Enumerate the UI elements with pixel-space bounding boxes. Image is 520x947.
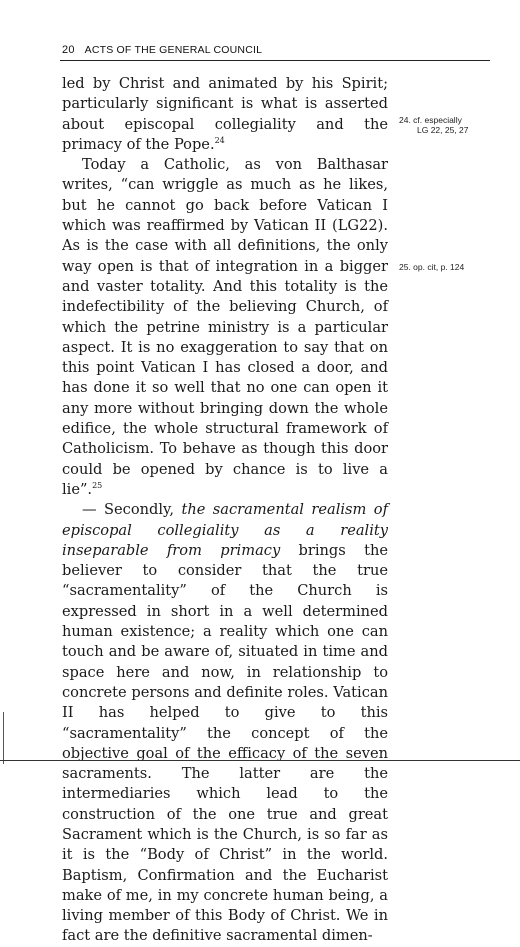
margin-note-25	[399, 262, 494, 272]
margin-note-25-text: 25. op. cit, p. 124	[399, 262, 465, 272]
paragraph-3-lead: — Secondly,	[82, 501, 174, 519]
paragraph-3	[62, 500, 388, 947]
running-header	[62, 44, 262, 56]
footnote-ref-24: 24	[214, 135, 225, 145]
paragraph-1-text: led by Christ and animated by his Spirit; particularly significant is what is asserted about episcopal collegiality and the primacy of the Pope.	[62, 75, 388, 153]
paragraph-2-text: Today a Catholic, as von Balthasar writes, “can wriggle as much as he likes, but he cannot go back before Vatican I which was reaffirmed by Vatican II (LG22). As is the case with all definitions, the only way open is that of integration in a bigger and vaster totality. And this totality is the indefectibility of the believing Church, of which the petrine ministry is a particular aspect. It is no exaggeration to say that on this point Vatican I has closed a door, and has done it so well that no one can open it any more without bringing down the whole edifice, the whole structural framework of Catholicism. To behave as though this door could be opened by chance is to live a lie”.	[62, 156, 388, 498]
page-number: 20	[62, 44, 75, 56]
page-bottom-edge	[0, 760, 520, 761]
running-title: ACTS OF THE GENERAL COUNCIL	[84, 44, 263, 56]
paragraph-2	[62, 155, 388, 500]
main-text	[62, 74, 388, 947]
margin-note-24-line2: LG 22, 25, 27	[417, 125, 469, 135]
margin-note-24	[399, 115, 494, 135]
paragraph-1	[62, 74, 388, 155]
header-rule	[60, 60, 490, 61]
scan-edge-mark	[3, 712, 4, 764]
margin-note-24-line1: 24. cf. especially	[399, 115, 462, 125]
paragraph-3-italic: the sacramental realism of episcopal collegiality as a reality inseparable from primacy	[62, 501, 388, 559]
paragraph-3-text: brings the believer to consider that the true “sacramentality” of the Church is expressed in short in a well determined human existence; a reality which one can touch and be aware of, situated in time and space here and now, in relationship to concrete persons and definite roles. Vatican II has helped to give to this “sacramentality” the concept of the objective goal of the efficacy of the seven sacraments. The latter are the intermediaries which lead to the construction of the one true and great Sacrament which is the Church, is so far as it is the “Body of Christ” in the world. Baptism, Confirmation and the Eucharist make of me, in my concrete human being, a living member of this Body of Christ. We in fact are the definitive sacramental dimen-	[62, 541, 388, 945]
footnote-ref-25: 25	[92, 480, 103, 490]
